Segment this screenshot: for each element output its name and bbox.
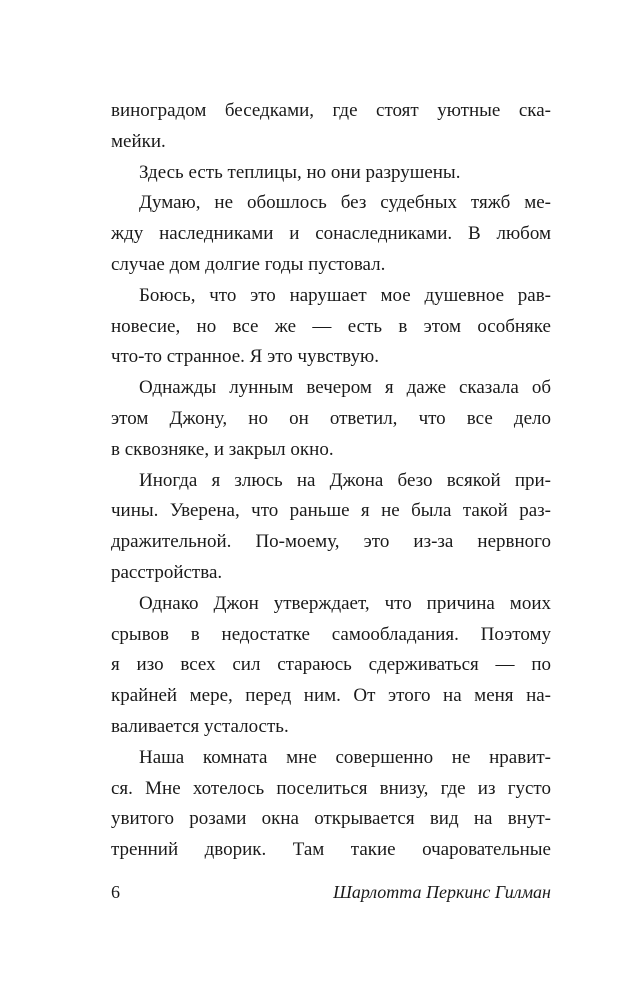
text-line: что-то странное. Я это чувствую. xyxy=(111,346,379,368)
body-text xyxy=(111,96,551,866)
text-line: Наша комната мне совершенно не нравит- xyxy=(139,746,551,768)
text-line: Однажды лунным вечером я даже сказала об xyxy=(139,377,551,399)
text-line: Здесь есть теплицы, но они разрушены. xyxy=(139,161,461,183)
text-line: валивается усталость. xyxy=(111,715,289,737)
text-line: чины. Уверена, что раньше я не была такой раз- xyxy=(111,500,551,522)
text-line: жду наследниками и сонаследниками. В любом xyxy=(111,223,551,245)
text-line: ся. Мне хотелось поселиться внизу, где из густо xyxy=(111,777,551,799)
text-line: Однако Джон утверждает, что причина моих xyxy=(139,592,551,614)
page-number: 6 xyxy=(111,882,120,902)
text-line: в сквозняке, и закрыл окно. xyxy=(111,438,334,460)
text-line: мейки. xyxy=(111,130,166,152)
text-line: случае дом долгие годы пустовал. xyxy=(111,253,386,275)
text-line: тренний дворик. Там такие очаровательные xyxy=(111,839,551,861)
text-line: Боюсь, что это нарушает мое душевное рав- xyxy=(139,284,551,306)
text-line: новесие, но все же — есть в этом особняке xyxy=(111,315,551,337)
running-head-author: Шарлотта Перкинс Гилман xyxy=(333,882,551,902)
text-line: Думаю, не обошлось без судебных тяжб ме- xyxy=(139,192,551,214)
page-footer xyxy=(111,882,551,910)
text-line: виноградом беседками, где стоят уютные ска- xyxy=(111,100,551,121)
text-line: я изо всех сил стараюсь сдерживаться — по xyxy=(111,654,551,676)
text-line: срывов в недостатке самообладания. Поэтому xyxy=(111,623,551,645)
text-line: этом Джону, но он ответил, что все дело xyxy=(111,407,551,429)
text-line: крайней мере, перед ним. От этого на меня на- xyxy=(111,685,551,707)
text-line: расстройства. xyxy=(111,561,223,583)
text-line: Иногда я злюсь на Джона безо всякой при- xyxy=(139,469,551,491)
text-line: увитого розами окна открывается вид на внут- xyxy=(111,808,551,830)
text-line: дражительной. По-моему, это из-за нервного xyxy=(111,531,551,553)
